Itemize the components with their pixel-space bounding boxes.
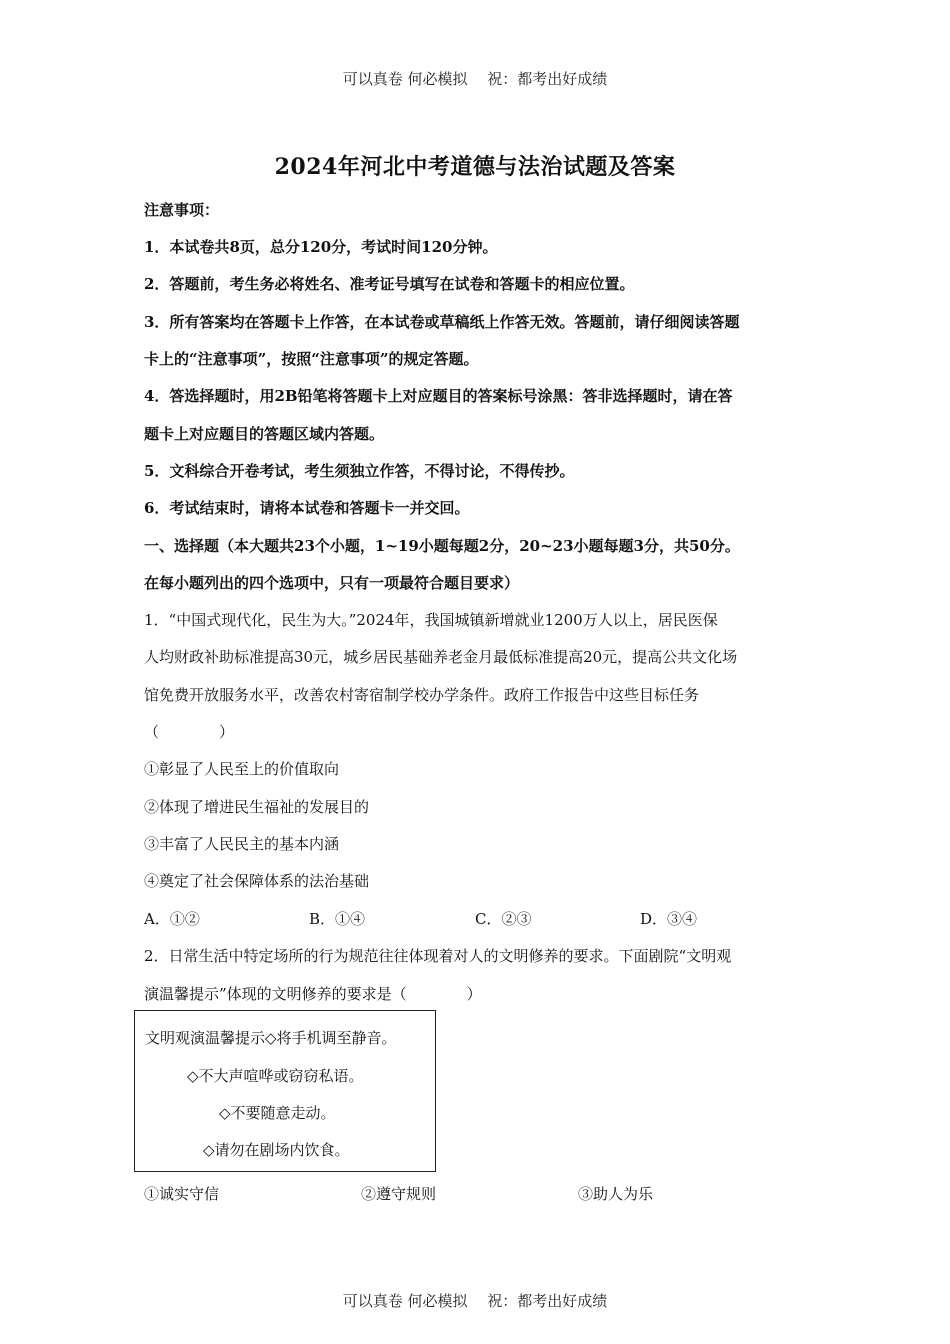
notice-item: 3．所有答案均在答题卡上作答，在本试卷或草稿纸上作答无效。答题前，请仔细阅读答题 xyxy=(144,313,740,331)
box-line: ◇不大声喧哗或窃窃私语。 xyxy=(187,1067,364,1085)
q2-statement: ②遵守规则 xyxy=(361,1185,437,1203)
q2-stem: 2．日常生活中特定场所的行为规范往往体现着对人的文明修养的要求。下面剧院“文明观 xyxy=(144,947,732,965)
q2-stem: 演温馨提示”体现的文明修养的要求是（ ） xyxy=(144,985,482,1003)
notice-item: 卡上的“注意事项”，按照“注意事项”的规定答题。 xyxy=(144,350,479,368)
notice-item: 6．考试结束时，请将本试卷和答题卡一并交回。 xyxy=(144,499,470,517)
q1-answer-blank: （ ） xyxy=(144,723,235,741)
q1-statement: ④奠定了社会保障体系的法治基础 xyxy=(144,872,370,890)
box-line: 文明观演温馨提示◇将手机调至静音。 xyxy=(145,1029,397,1047)
q1-option-c: C．②③ xyxy=(475,910,532,928)
page-footer: 可以真卷 何必模拟 祝：都考出好成绩 xyxy=(342,1292,608,1310)
theater-notice-box xyxy=(134,1010,436,1172)
notice-item: 4．答选择题时，用2B铅笔将答题卡上对应题目的答案标号涂黑：答非选择题时，请在答 xyxy=(144,387,733,405)
q1-stem: 1．“中国式现代化，民生为大。”2024年，我国城镇新增就业1200万人以上，居民医保 xyxy=(144,611,718,629)
q1-stem: 人均财政补助标准提高30元，城乡居民基础养老金月最低标准提高20元，提高公共文化场 xyxy=(144,648,738,666)
page-header: 可以真卷 何必模拟 祝：都考出好成绩 xyxy=(342,70,608,88)
section-heading: 一、选择题（本大题共23个小题，1~19小题每题2分，20~23小题每题3分，共50分。 xyxy=(144,537,740,555)
notice-item: 5．文科综合开卷考试，考生须独立作答，不得讨论，不得传抄。 xyxy=(144,462,575,480)
q1-statement: ②体现了增进民生福祉的发展目的 xyxy=(144,798,370,816)
notice-heading: 注意事项： xyxy=(144,201,220,219)
box-line: ◇不要随意走动。 xyxy=(219,1104,336,1122)
q1-option-b: B．①④ xyxy=(309,910,366,928)
notice-item: 2．答题前，考生务必将姓名、准考证号填写在试卷和答题卡的相应位置。 xyxy=(144,275,635,293)
q1-option-d: D．③④ xyxy=(640,910,698,928)
box-line: ◇请勿在剧场内饮食。 xyxy=(203,1141,350,1159)
q2-statement: ③助人为乐 xyxy=(578,1185,654,1203)
q1-stem: 馆免费开放服务水平，改善农村寄宿制学校办学条件。政府工作报告中这些目标任务 xyxy=(144,686,700,704)
notice-item: 1．本试卷共8页，总分120分，考试时间120分钟。 xyxy=(144,238,498,256)
section-heading: 在每小题列出的四个选项中，只有一项最符合题目要求） xyxy=(144,574,520,592)
q1-option-a: A．①② xyxy=(144,910,200,928)
q1-statement: ③丰富了人民民主的基本内涵 xyxy=(144,835,340,853)
q2-statement: ①诚实守信 xyxy=(144,1185,220,1203)
notice-item: 题卡上对应题目的答题区域内答题。 xyxy=(144,425,385,443)
page-title: 2024年河北中考道德与法治试题及答案 xyxy=(274,154,676,180)
q1-statement: ①彰显了人民至上的价值取向 xyxy=(144,760,340,778)
